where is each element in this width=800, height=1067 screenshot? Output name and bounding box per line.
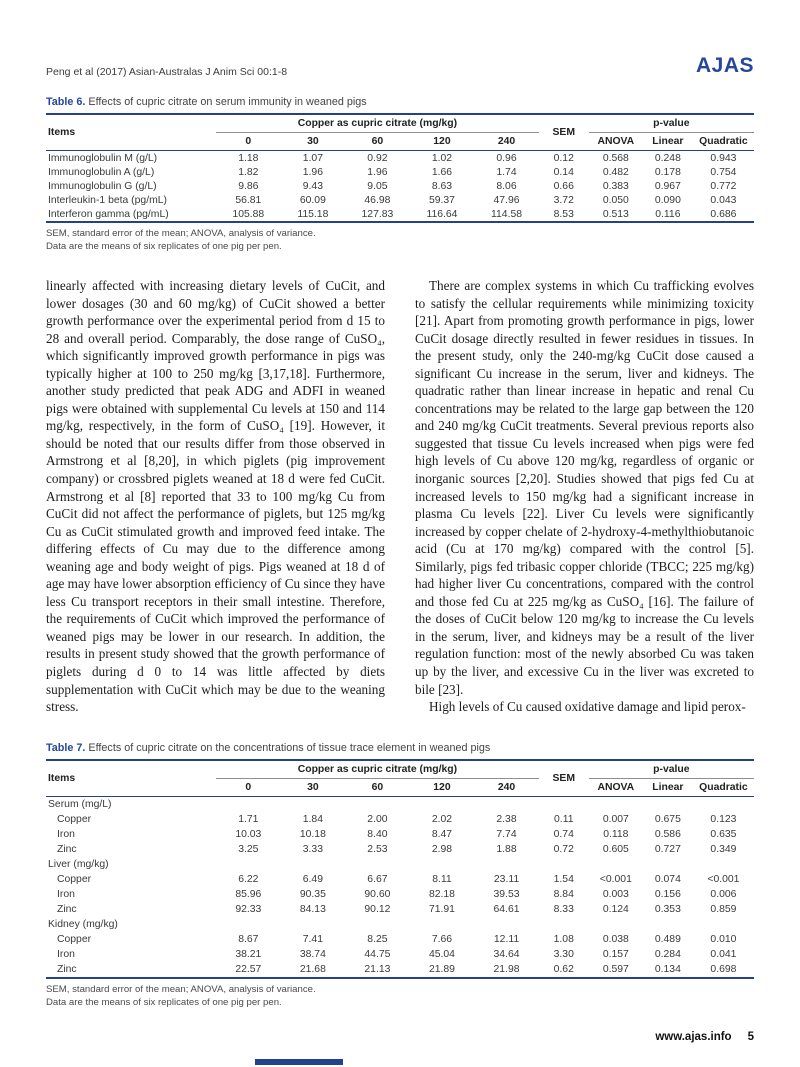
table6-label: Table 6. <box>46 96 86 108</box>
col-group-copper: Copper as cupric citrate (mg/kg) <box>216 114 539 133</box>
table-cell: 1.08 <box>553 933 574 945</box>
table-cell: 84.13 <box>299 903 326 915</box>
table-cell: 8.11 <box>432 873 452 885</box>
table7 <box>46 759 754 979</box>
table7-caption-text: Effects of cupric citrate on the concentrations of tissue trace element in weaned pigs <box>88 741 491 754</box>
table-cell: 10.03 <box>235 828 262 840</box>
table-cell: 90.12 <box>364 903 391 915</box>
table-cell: 8.63 <box>431 180 453 192</box>
table-cell: 3.30 <box>553 948 574 960</box>
table-row <box>46 193 754 207</box>
table-cell: 1.02 <box>431 152 453 164</box>
table-cell: 90.35 <box>299 888 326 900</box>
table-cell: 1.07 <box>302 152 323 164</box>
table-cell: 3.25 <box>238 843 259 855</box>
table-cell: 6.22 <box>238 873 259 885</box>
table-cell: 0.124 <box>602 903 629 915</box>
row-label: Immunoglobulin A (g/L) <box>48 166 155 178</box>
table-cell: 22.57 <box>235 963 262 975</box>
table-cell: 3.33 <box>302 843 323 855</box>
table-cell: 0.859 <box>710 903 737 915</box>
group-row <box>46 917 754 932</box>
table-cell: 0.050 <box>602 194 629 206</box>
table-cell: 45.04 <box>428 948 455 960</box>
table-cell: 0.754 <box>710 166 737 178</box>
table-cell: 60.09 <box>299 194 326 206</box>
table-cell: 9.05 <box>367 180 388 192</box>
table-cell: 127.83 <box>361 208 394 220</box>
table-cell: 38.21 <box>235 948 262 960</box>
table-cell: 0.12 <box>553 152 574 164</box>
table-cell: 0.772 <box>710 180 737 192</box>
table-cell: 0.943 <box>710 152 737 164</box>
group-row <box>46 796 754 812</box>
table-cell: 39.53 <box>493 888 520 900</box>
table-cell: 2.38 <box>496 813 517 825</box>
table-row <box>46 872 754 887</box>
table-cell: 23.11 <box>493 873 520 885</box>
table-cell: 0.14 <box>553 166 574 178</box>
table-row <box>46 812 754 827</box>
footnote-line: SEM, standard error of the mean; ANOVA, analysis of variance. <box>46 228 316 239</box>
col-header-sem: SEM <box>539 114 589 151</box>
page-footer <box>655 1031 754 1043</box>
row-label: Zinc <box>57 843 77 855</box>
table-cell: <0.001 <box>599 873 632 885</box>
col-group-pvalue: p-value <box>589 114 754 133</box>
table7-label: Table 7. <box>46 741 86 754</box>
table-cell: 8.67 <box>238 933 259 945</box>
table-cell: 71.91 <box>428 903 455 915</box>
row-label: Zinc <box>57 963 77 975</box>
col-header-dose: 60 <box>345 133 410 151</box>
table-cell: 12.11 <box>493 933 520 945</box>
table-cell: 0.006 <box>710 888 737 900</box>
table-cell: 0.597 <box>602 963 629 975</box>
row-label: Iron <box>57 828 75 840</box>
table-cell: 9.43 <box>302 180 323 192</box>
table-cell: 0.353 <box>654 903 681 915</box>
table-cell: 1.66 <box>431 166 453 178</box>
col-header-pvalue: ANOVA <box>589 133 643 151</box>
table-cell: 7.41 <box>302 933 323 945</box>
table-cell: 0.11 <box>554 813 574 825</box>
article-citation: Peng et al (2017) Asian-Australas J Anim Sci 00:1-8 <box>46 66 288 78</box>
col-header-dose: 0 <box>216 133 281 151</box>
table-cell: 0.038 <box>602 933 629 945</box>
table6-caption-text: Effects of cupric citrate on serum immunity in weaned pigs <box>88 96 367 108</box>
table-cell: 0.482 <box>602 166 629 178</box>
table-row <box>46 947 754 962</box>
table-cell: 0.041 <box>710 948 737 960</box>
group-row <box>46 857 754 872</box>
page-header <box>46 54 754 78</box>
table-cell: 2.02 <box>431 813 453 825</box>
col-header-dose: 0 <box>216 778 281 796</box>
table-cell: 47.96 <box>493 194 520 206</box>
table-cell: 0.96 <box>496 152 517 164</box>
table-cell: 0.349 <box>710 843 737 855</box>
table-cell: 1.18 <box>238 152 259 164</box>
table-cell: 0.62 <box>553 963 574 975</box>
table-cell: 0.383 <box>602 180 629 192</box>
group-label: Serum (mg/L) <box>48 798 112 810</box>
table-cell: 0.92 <box>367 152 388 164</box>
col-header-pvalue: Quadratic <box>693 133 754 151</box>
row-label: Immunoglobulin M (g/L) <box>48 152 158 164</box>
table-cell: 0.043 <box>710 194 737 206</box>
col-header-dose: 60 <box>345 778 410 796</box>
table-cell: 0.72 <box>553 843 574 855</box>
group-label: Kidney (mg/kg) <box>48 918 118 930</box>
table-cell: 0.157 <box>602 948 629 960</box>
table-cell: 1.84 <box>302 813 323 825</box>
table-cell: 0.178 <box>654 166 681 178</box>
table-cell: 1.96 <box>367 166 388 178</box>
table-cell: 8.40 <box>367 828 388 840</box>
table-cell: 1.82 <box>238 166 259 178</box>
table-cell: 2.53 <box>367 843 388 855</box>
table-cell: 0.007 <box>602 813 629 825</box>
table-cell: 105.88 <box>232 208 265 220</box>
table-cell: 46.98 <box>364 194 391 206</box>
table-cell: 64.61 <box>493 903 520 915</box>
table-cell: 1.96 <box>302 166 323 178</box>
col-header-pvalue: Linear <box>643 778 693 796</box>
row-label: Immunoglobulin G (g/L) <box>48 180 157 192</box>
table-cell: 0.156 <box>654 888 681 900</box>
table-cell: 0.284 <box>654 948 681 960</box>
journal-logo: AJAS <box>695 54 754 77</box>
table-cell: 0.489 <box>654 933 681 945</box>
table-cell: 0.248 <box>654 152 681 164</box>
table-cell: 90.60 <box>364 888 391 900</box>
table-cell: 0.586 <box>654 828 681 840</box>
table-cell: 0.635 <box>710 828 737 840</box>
col-header-items: Items <box>46 114 216 151</box>
table-cell: 0.698 <box>710 963 737 975</box>
table-cell: 8.53 <box>553 208 574 220</box>
table-cell: 0.134 <box>654 963 681 975</box>
table-cell: 1.74 <box>496 166 517 178</box>
col-header-pvalue: Quadratic <box>693 778 754 796</box>
table-row <box>46 827 754 842</box>
body-paragraph: linearly affected with increasing dietary levels of CuCit, and lower dosages (30 and 60 mg/kg) of CuCit showed a better growth performance over the experimental period from d 15 to 28 and overall period. Comparably, the dose range of CuSO₄, which significantly improved growth performance in pigs was typically higher at 100 to 250 mg/kg [3,17,18]. Furthermore, another study predicted that peak ADG and ADFI in weaned pigs were obtained with supplemental Cu levels at 150 and 114 mg/kg, respectively, in the form of CuSO₄ [19]. However, it should be noted that our results differ from those observed in Armstrong et al [8,20], in which piglets (pig improvement company) or crossbred piglets weaned at 18 d were fed CuCit. Armstrong et al [8] reported that 33 to 100 mg/kg Cu from CuCit did not affect the performance of piglets, but 125 mg/kg Cu as CuCit stimulated growth and improved feed intake. The differing effects of Cu may due to the difference among weaning age and body weight of pigs. Pigs weaned at 18 d of age may have lower absorption efficiency of Cu since they have less Cu transport receptors in their small intestine. Therefore, the requirements of CuCit which improved the performance of weaned pigs may be lower in our research. In addition, the results in present study showed that the growth performance of piglets during d 0 to 14 was little affected by diets supplementation with CuCit which may be due to the weaning stress. <box>46 278 385 715</box>
table-cell: 8.33 <box>553 903 574 915</box>
table-cell: 0.686 <box>710 208 737 220</box>
table-cell: 0.727 <box>654 843 681 855</box>
table-cell: 85.96 <box>235 888 262 900</box>
table-row <box>46 151 754 166</box>
row-label: Interleukin-1 beta (pg/mL) <box>48 194 167 206</box>
table-row <box>46 165 754 179</box>
table-cell: 59.37 <box>428 194 455 206</box>
table-cell: 114.58 <box>491 208 523 220</box>
table-cell: 0.074 <box>654 873 681 885</box>
table-cell: 0.605 <box>602 843 629 855</box>
row-label: Interferon gamma (pg/mL) <box>48 208 169 220</box>
table-cell: 8.06 <box>496 180 517 192</box>
row-label: Iron <box>57 888 75 900</box>
table-cell: 92.33 <box>235 903 262 915</box>
table-cell: 0.010 <box>710 933 737 945</box>
table-cell: 115.18 <box>297 208 329 220</box>
table-cell: 8.84 <box>553 888 574 900</box>
col-header-sem: SEM <box>539 760 589 797</box>
col-header-dose: 30 <box>281 133 346 151</box>
col-header-pvalue: Linear <box>643 133 693 151</box>
table-cell: 3.72 <box>553 194 574 206</box>
footnote-line: Data are the means of six replicates of one pig per pen. <box>46 241 282 252</box>
col-header-items: Items <box>46 760 216 797</box>
body-paragraph: High levels of Cu caused oxidative damage and lipid perox- <box>429 699 746 715</box>
table-row <box>46 842 754 857</box>
col-group-copper: Copper as cupric citrate (mg/kg) <box>216 760 539 779</box>
col-header-dose: 240 <box>474 133 539 151</box>
table-cell: 0.74 <box>553 828 574 840</box>
table-cell: 10.18 <box>299 828 326 840</box>
table-row <box>46 179 754 193</box>
table6-caption <box>46 96 754 108</box>
table6 <box>46 113 754 223</box>
table-cell: 9.86 <box>238 180 259 192</box>
page-number: 5 <box>747 1031 754 1043</box>
table7-caption <box>46 742 754 754</box>
row-label: Copper <box>57 933 92 945</box>
table-cell: 0.090 <box>654 194 681 206</box>
table-cell: <0.001 <box>707 873 740 885</box>
table-cell: 0.66 <box>553 180 574 192</box>
table-cell: 8.25 <box>367 933 388 945</box>
table-cell: 0.967 <box>654 180 681 192</box>
table-cell: 34.64 <box>493 948 520 960</box>
journal-url[interactable]: www.ajas.info <box>655 1031 732 1043</box>
row-label: Copper <box>57 813 92 825</box>
col-header-dose: 120 <box>410 133 475 151</box>
group-label: Liver (mg/kg) <box>48 858 109 870</box>
table-cell: 1.54 <box>553 873 574 885</box>
table-row <box>46 932 754 947</box>
col-group-pvalue: p-value <box>589 760 754 779</box>
body-column-right <box>415 277 754 716</box>
table-cell: 21.68 <box>299 963 326 975</box>
table-cell: 0.116 <box>655 208 681 220</box>
table-cell: 21.98 <box>493 963 520 975</box>
table-cell: 6.67 <box>367 873 388 885</box>
table-cell: 44.75 <box>364 948 391 960</box>
body-paragraph: There are complex systems in which Cu trafficking evolves to satisfy the cellular requirements while minimizing toxicity [21]. Apart from promoting growth performance in pigs, lower CuCit dosage directly resulted in fewer residues in tissues. In the present study, only the 240-mg/kg CuCit dose caused a significant Cu increase in the serum, liver and kidneys. The quadratic rather than linear increase in hepatic and renal Cu concentrations may be related to the large gap between the 120 and 240 mg/kg CuCit treatments. Several previous reports also suggested that tissue Cu levels increased when pigs were fed high levels of Cu above 120 mg/kg, regardless of organic or inorganic sources [2,20]. Studies showed that pigs fed Cu at increased levels to 150 mg/kg had a significant increase in plasma Cu levels [22]. Liver Cu levels were significantly increased by copper chelate of 2-hydroxy-4-methylthiobutanoic acid (Cu at 170 mg/kg) compared with the control [5]. Similarly, pigs fed tribasic copper chloride (TBCC; 225 mg/kg) had higher liver Cu concentrations, compared with the control and those fed Cu at 225 mg/kg as CuSO₄ [16]. The failure of the doses of CuCit below 120 mg/kg to increase the Cu levels in the serum, liver, and kidneys may be a result of the liver regulation function: most of the newly absorbed Cu was taken up by the liver, and excessive Cu in the liver was excreted to bile [23]. <box>415 278 754 697</box>
row-label: Iron <box>57 948 75 960</box>
footer-accent-bar <box>255 1059 343 1065</box>
table-cell: 0.675 <box>654 813 681 825</box>
table-cell: 1.88 <box>496 843 517 855</box>
table-cell: 7.66 <box>431 933 453 945</box>
table7-footnotes <box>46 983 754 1009</box>
table-cell: 2.98 <box>431 843 453 855</box>
table6-footnotes <box>46 227 754 253</box>
table-cell: 7.74 <box>496 828 517 840</box>
table-row <box>46 207 754 222</box>
col-header-dose: 120 <box>410 778 475 796</box>
table-cell: 21.13 <box>364 963 391 975</box>
body-column-left <box>46 277 385 716</box>
row-label: Zinc <box>57 903 77 915</box>
footnote-line: SEM, standard error of the mean; ANOVA, analysis of variance. <box>46 983 316 995</box>
table-cell: 38.74 <box>299 948 326 960</box>
table-cell: 21.89 <box>428 963 455 975</box>
table-cell: 0.513 <box>602 208 629 220</box>
table-cell: 1.71 <box>238 813 259 825</box>
table-cell: 0.123 <box>710 813 737 825</box>
table-cell: 56.81 <box>235 194 262 206</box>
table-row <box>46 887 754 902</box>
footnote-line: Data are the means of six replicates of one pig per pen. <box>46 996 282 1008</box>
table-cell: 0.118 <box>603 828 629 840</box>
table-cell: 6.49 <box>302 873 323 885</box>
body-text <box>46 277 754 716</box>
table-row <box>46 902 754 917</box>
row-label: Copper <box>57 873 92 885</box>
table-cell: 8.47 <box>431 828 453 840</box>
col-header-dose: 30 <box>281 778 346 796</box>
table-row <box>46 962 754 978</box>
table-cell: 116.64 <box>426 208 458 220</box>
col-header-pvalue: ANOVA <box>589 778 643 796</box>
table-cell: 82.18 <box>428 888 455 900</box>
table-cell: 0.003 <box>602 888 629 900</box>
table-cell: 0.568 <box>602 152 629 164</box>
table-cell: 2.00 <box>367 813 388 825</box>
col-header-dose: 240 <box>474 778 539 796</box>
